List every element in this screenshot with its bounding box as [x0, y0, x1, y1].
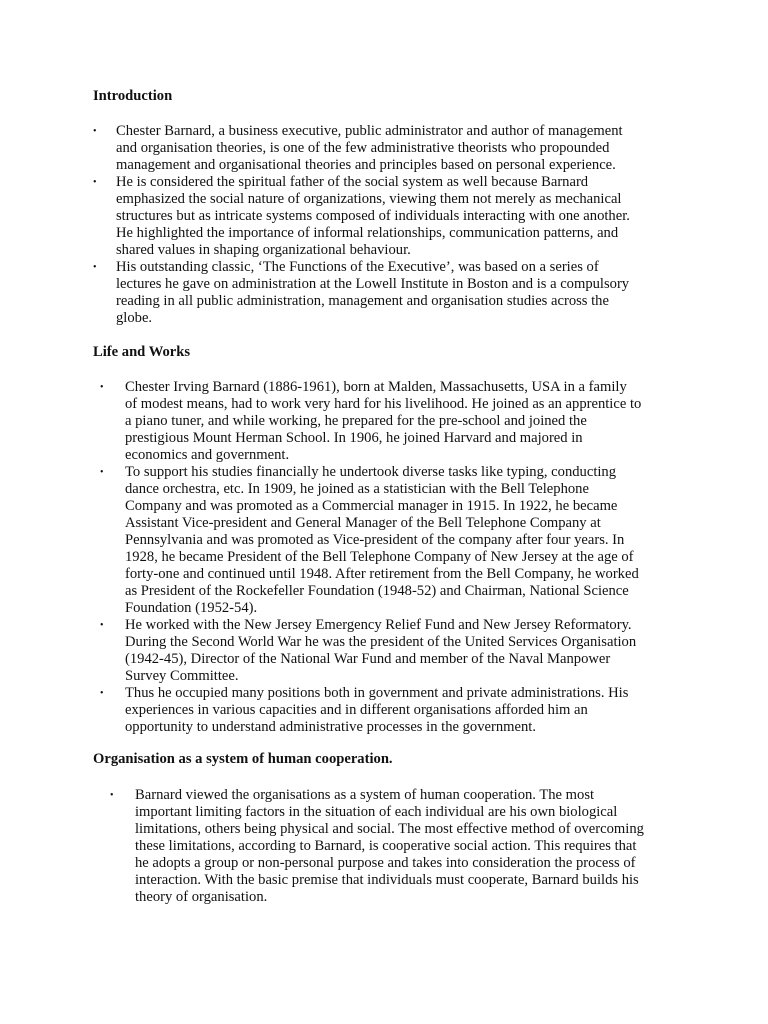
bullet-icon: •	[100, 382, 104, 393]
bullet-icon: •	[93, 126, 97, 137]
list-item: • To support his studies financially he undertook diverse tasks like typing, conducting dance orchestra, etc. In 1909, he joined as a statistician with the Bell Telephone Company and was promoted as a Commercial manager in 1915. In 1922, he became Assistant Vice-president and General Manager of the Bell Telephone Company at Pennsylvania and was promoted as Vice-president of the company after four years. In 1928, he became President of the Bell Telephone Company of New Jersey at the age of forty-one and continued until 1948. After retirement from the Bell Company, he worked as President of the Rockefeller Foundation (1948-52) and Chairman, National Science Foundation (1952-54).	[100, 464, 639, 616]
bullet-icon: •	[93, 177, 97, 188]
list-item: • Chester Barnard, a business executive, public administrator and author of management and organisation theories, is one of the few administrative theorists who propounded management and organisational theories and principles based on personal experience.	[93, 123, 623, 173]
heading-life-and-works: Life and Works	[93, 344, 191, 360]
heading-organisation-cooperation: Organisation as a system of human cooperation.	[93, 751, 393, 767]
introduction-list	[93, 123, 630, 327]
heading-introduction: Introduction	[93, 88, 173, 104]
bullet-icon: •	[93, 262, 97, 273]
bullet-icon: •	[110, 790, 114, 801]
life-and-works-list	[100, 379, 641, 736]
list-item: • Barnard viewed the organisations as a system of human cooperation. The most important limiting factors in the situation of each individual are his own biological limitations, others being physical and social. The most effective method of overcoming these limitations, according to Barnard, is cooperative social action. This requires that he adopts a group or non-personal purpose and takes into consideration the process of interaction. With the basic premise that individuals must cooperate, Barnard builds his theory of organisation.	[110, 787, 644, 905]
bullet-icon: •	[100, 688, 104, 699]
organisation-cooperation-list	[110, 787, 644, 906]
list-item: • He worked with the New Jersey Emergency Relief Fund and New Jersey Reformatory. During the Second World War he was the president of the United Services Organisation (1942-45), Director of the National War Fund and member of the Naval Manpower Survey Committee.	[100, 617, 637, 684]
list-item: • Chester Irving Barnard (1886-1961), born at Malden, Massachusetts, USA in a family of modest means, had to work very hard for his livelihood. He joined as an apprentice to a piano tuner, and while working, he prepared for the pre-school and joined the prestigious Mount Herman School. In 1906, he joined Harvard and majored in economics and government.	[100, 379, 642, 463]
list-item: • His outstanding classic, ‘The Functions of the Executive’, was based on a series of lectures he gave on administration at the Lowell Institute in Boston and is a compulsory reading in all public administration, management and organisation studies across the globe.	[93, 259, 630, 326]
list-item: • Thus he occupied many positions both in government and private administrations. His experiences in various capacities and in different organisations afforded him an opportunity to understand administrative processes in the government.	[100, 685, 629, 735]
bullet-icon: •	[100, 467, 104, 478]
list-item: • He is considered the spiritual father of the social system as well because Barnard emphasized the social nature of organizations, viewing them not merely as mechanical structures but as intricate systems composed of individuals interacting with one another. He highlighted the importance of informal relationships, communication patterns, and shared values in shaping organizational behaviour.	[93, 174, 630, 258]
bullet-icon: •	[100, 620, 104, 631]
